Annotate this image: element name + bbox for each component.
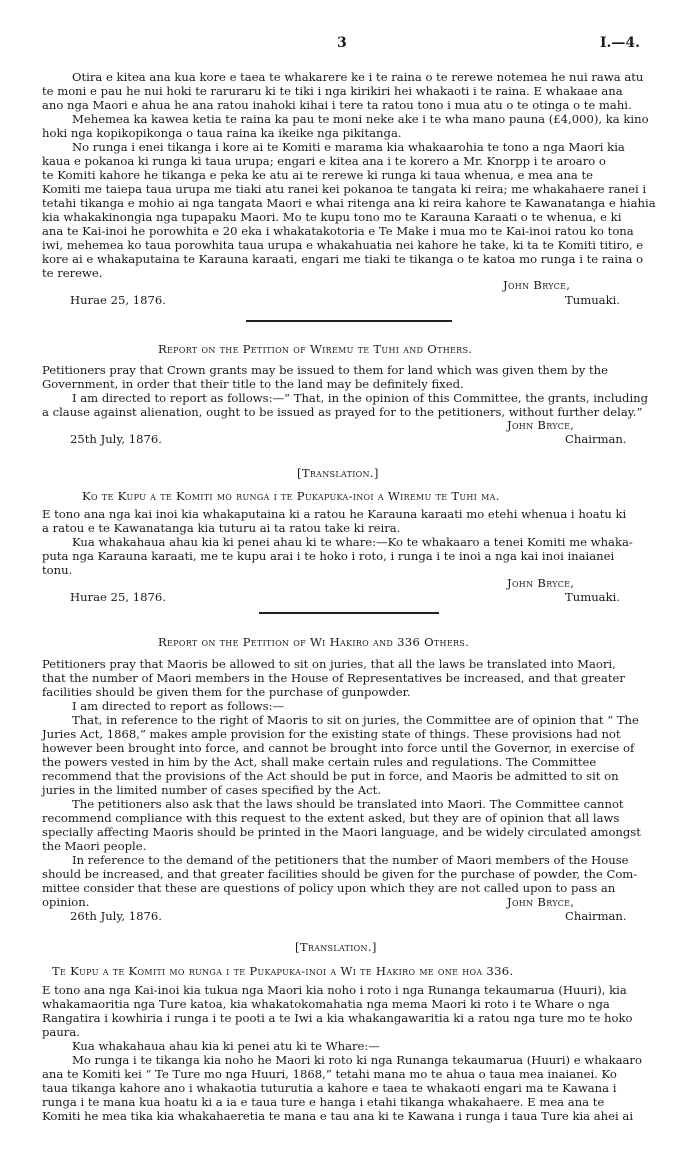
body-line: Otira e kitea ana kua kore e taea te whakarere ke i te raina o te rerewe notemea he nui rawa atu [72, 70, 644, 84]
body-line: Komiti he mea tika kia whakahaeretia te mana e tau ana ki te Kawana i runga i taua Ture kia ahei ai [42, 1109, 634, 1123]
body-line: te rerewe. [42, 266, 103, 280]
body-line: Mo runga i te tikanga kia noho he Maori ki roto ki nga Runanga tekaumarua (Huuri) e whakaaro [72, 1053, 642, 1067]
signer-title: Tumuaki. [565, 293, 620, 307]
section-divider [259, 612, 439, 614]
body-line: te Komiti kahore he tikanga e peka ke atu ai te rerewe ki runga ki taua whenua, e mea ana te [42, 168, 594, 182]
section-heading: Report on the Petition of Wiremu te Tuhi and Others. [158, 342, 473, 356]
body-line: hoki nga kopikopikonga o taua raina ka ikeike nga pikitanga. [42, 126, 402, 140]
body-line: tonu. [42, 563, 73, 577]
body-line: Mehemea ka kawea ketia te raina ka pau te moni neke ake i te wha mano pauna (£4,000), ka kino [72, 112, 649, 126]
body-line: Juries Act, 1868,” makes ample provision for the existing state of things. These provisions had not [42, 727, 621, 741]
body-line: however been brought into force, and cannot be brought into force until the Governor, in exercise of [42, 741, 635, 755]
body-line: The petitioners also ask that the laws should be translated into Maori. The Committee cannot [72, 797, 624, 811]
body-line: whakamaoritia nga Ture katoa, kia whakatokomahatia nga mema Maori ki roto i te Whare o nga [42, 997, 610, 1011]
body-line: mittee consider that these are questions of policy upon which they are not called upon to pass an [42, 881, 616, 895]
body-line: Rangatira i kowhiria i runga i te pooti a te Iwi a kia whakangawaritia ki a ratou nga ture mo te hoko [42, 1011, 633, 1025]
section-heading: Ko te Kupu a te Komiti mo runga i te Pukapuka-inoi a Wiremu te Tuhi ma. [82, 489, 500, 503]
body-line: E tono ana nga Kai-inoi kia tukua nga Maori kia noho i roto i nga Runanga tekaumarua (Huuri), kia [42, 983, 627, 997]
body-line: tetahi tikanga e mohio ai nga tangata Maori e whai ritenga ana ki reira kahore te Kawanatanga e hiahia [42, 196, 656, 210]
section-heading: Report on the Petition of Wi Hakiro and 336 Others. [158, 635, 470, 649]
signer-name: John Bryce, [507, 895, 575, 909]
signature-date: 26th July, 1876. [70, 909, 162, 923]
body-line: E tono ana nga kai inoi kia whakaputaina ki a ratou he Karauna karaati mo etehi whenua i hoatu ki [42, 507, 627, 521]
body-line: specially affecting Maoris should be printed in the Maori language, and be widely circulated amongst [42, 825, 641, 839]
body-line: I am directed to report as follows:—“ That, in the opinion of this Committee, the grants, including [72, 391, 649, 405]
document-reference: I.—4. [600, 35, 641, 51]
body-line: Government, in order that their title to the land may be definitely fixed. [42, 377, 464, 391]
signer-name: John Bryce, [507, 576, 575, 590]
body-line: taua tikanga kahore ano i whakaotia tuturutia a kahore e taea te whakaoti engari ma te Kawana i [42, 1081, 617, 1095]
signer-name: John Bryce, [507, 418, 575, 432]
body-line: Kua whakahaua ahau kia ki penei atu ki te Whare:— [72, 1039, 380, 1053]
body-line: the powers vested in him by the Act, shall make certain rules and regulations. The Committee [42, 755, 597, 769]
section-heading: Te Kupu a te Komiti mo runga i te Pukapuka-inoi a Wi te Hakiro me one hoa 336. [52, 964, 514, 978]
body-line: kia whakakinongia nga tupapaku Maori. Mo te kupu tono mo te Karauna Karaati o te whenua, e ki [42, 210, 622, 224]
body-line: kaua e pokanoa ki runga ki taua urupa; engari e kitea ana i te korero a Mr. Knorpp i te aroaro o [42, 154, 606, 168]
body-line: In reference to the demand of the petitioners that the number of Maori members of the House [72, 853, 629, 867]
signature-date: 25th July, 1876. [70, 432, 162, 446]
body-line: facilities should be given them for the purchase of gunpowder. [42, 685, 411, 699]
body-line: te moni e pau he nui hoki te raruraru ki te tiki i nga kirikiri hei whakaoti i te raina. E whakaae ana [42, 84, 623, 98]
body-line: ana te Komiti kei “ Te Ture mo nga Huuri, 1868,” tetahi mana mo te ahua o taua mea inaianei. Ko [42, 1067, 617, 1081]
translation-label: [Translation.] [295, 940, 377, 954]
body-line: No runga i enei tikanga i kore ai te Komiti e marama kia whakaarohia te tono a nga Maori kia [72, 140, 625, 154]
body-line: ana te Kai-inoi he porowhita e 20 eka i whakatakotoria e Te Make i mua mo te Kai-inoi ratou ko tona [42, 224, 634, 238]
body-line: opinion. [42, 895, 90, 909]
signature-date: Hurae 25, 1876. [70, 293, 166, 307]
page-number: 3 [337, 35, 347, 51]
body-line: the Maori people. [42, 839, 147, 853]
body-line: a clause against alienation, ought to be issued as prayed for to the petitioners, without further delay.” [42, 405, 643, 419]
body-line: a ratou e te Kawanatanga kia tuturu ai ta ratou take ki reira. [42, 521, 401, 535]
body-line: Petitioners pray that Maoris be allowed to sit on juries, that all the laws be translated into Maori, [42, 657, 616, 671]
body-line: iwi, mehemea ko taua porowhita taua urupa e whakahuatia nei kahore he take, ki ta te Komiti titiro, e [42, 238, 644, 252]
body-line: ano nga Maori e ahua he ana ratou inahoki kihai i tere ta ratou tono i mua atu o te otinga o te mahi. [42, 98, 632, 112]
body-line: runga i te mana kua hoatu ki a ia e taua ture e hanga i etahi tikanga whakahaere. E mea ana te [42, 1095, 605, 1109]
body-line: that the number of Maori members in the House of Representatives be increased, and that greater [42, 671, 625, 685]
section-divider [246, 320, 452, 322]
body-line: juries in the limited number of cases specified by the Act. [42, 783, 382, 797]
body-line: Komiti me taiepa taua urupa me tiaki atu ranei kei pokanoa te tangata ki reira; me whakahaere ranei i [42, 182, 647, 196]
body-line: puta nga Karauna karaati, me te kupu arai i te hoko i roto, i runga i te inoi a nga kai inoi inaianei [42, 549, 615, 563]
signer-title: Chairman. [565, 909, 627, 923]
translation-label: [Translation.] [297, 466, 379, 480]
body-line: I am directed to report as follows:— [72, 699, 285, 713]
signer-title: Tumuaki. [565, 590, 620, 604]
signature-date: Hurae 25, 1876. [70, 590, 166, 604]
body-line: That, in reference to the right of Maoris to sit on juries, the Committee are of opinion that “ The [72, 713, 639, 727]
body-line: paura. [42, 1025, 80, 1039]
body-line: recommend that the provisions of the Act should be put in force, and Maoris be admitted to sit on [42, 769, 619, 783]
body-line: should be increased, and that greater facilities should be given for the purchase of powder, the Com- [42, 867, 638, 881]
signer-name: John Bryce, [503, 278, 571, 292]
body-line: recommend compliance with this request to the extent asked, but they are of opinion that all laws [42, 811, 620, 825]
signer-title: Chairman. [565, 432, 627, 446]
body-line: Petitioners pray that Crown grants may be issued to them for land which was given them by the [42, 363, 609, 377]
body-line: kore ai e whakaputaina te Karauna karaati, engari me tiaki te tikanga o te katoa mo runga i te raina o [42, 252, 644, 266]
body-line: Kua whakahaua ahau kia ki penei ahau ki te whare:—Ko te whakaaro a tenei Komiti me whaka- [72, 535, 633, 549]
